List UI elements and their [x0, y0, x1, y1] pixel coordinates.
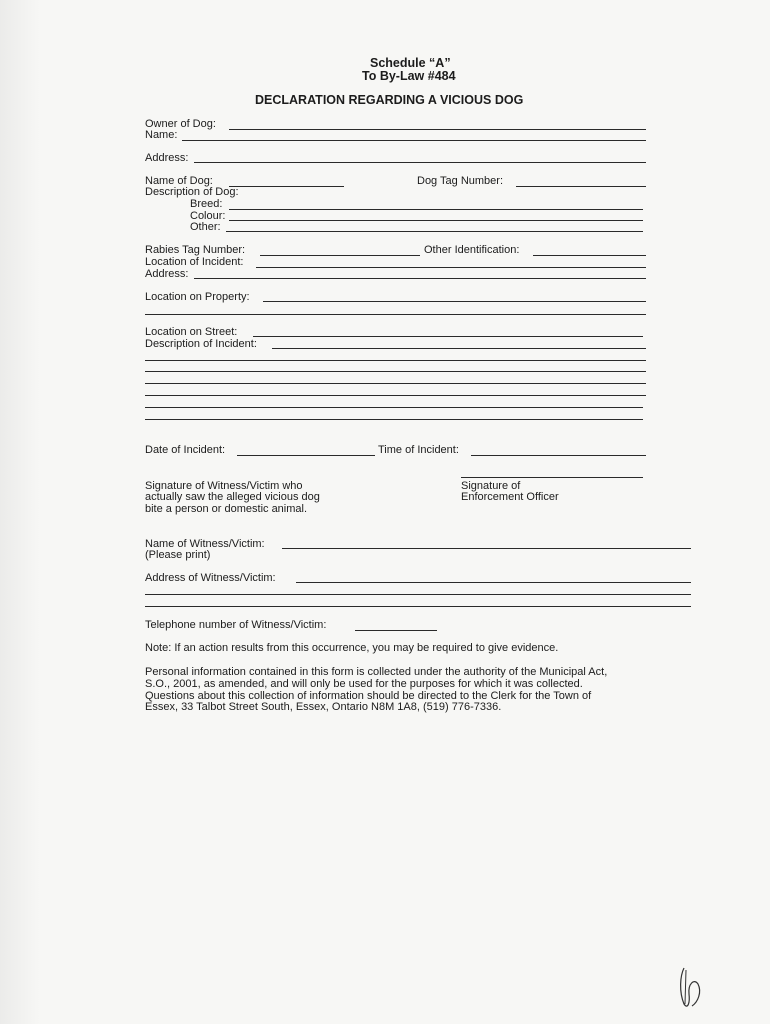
officer-signature-line[interactable] [461, 477, 643, 478]
bylaw-heading: To By-Law #484 [362, 69, 456, 83]
dog-tag-number-line[interactable] [516, 186, 646, 187]
witness-telephone-line[interactable] [355, 630, 437, 631]
witness-address-line-2[interactable] [145, 594, 691, 595]
description-of-incident-label: Description of Incident: [145, 338, 257, 350]
scan-shadow [0, 0, 40, 1024]
description-line-5[interactable] [145, 395, 646, 396]
privacy-notice-line-4: Essex, 33 Talbot Street South, Essex, Ontario N8M 1A8, (519) 776-7336. [145, 701, 502, 713]
name-of-dog-label: Name of Dog: [145, 175, 213, 187]
description-line-2[interactable] [145, 360, 646, 361]
other-identification-line[interactable] [533, 255, 646, 256]
please-print-label: (Please print) [145, 549, 211, 561]
witness-address-label: Address of Witness/Victim: [145, 572, 276, 584]
witness-address-line[interactable] [296, 582, 691, 583]
witness-telephone-label: Telephone number of Witness/Victim: [145, 619, 327, 631]
colour-line[interactable] [229, 220, 643, 221]
description-line-3[interactable] [145, 371, 646, 372]
witness-name-line[interactable] [282, 548, 691, 549]
name-label: Name: [145, 129, 178, 141]
description-line-6[interactable] [145, 407, 643, 408]
owner-of-dog-line[interactable] [229, 129, 646, 130]
owner-of-dog-label: Owner of Dog: [145, 118, 216, 130]
other-identification-label: Other Identification: [424, 244, 520, 256]
location-on-street-line[interactable] [253, 336, 643, 337]
dog-tag-number-label: Dog Tag Number: [417, 175, 504, 187]
schedule-heading: Schedule “A” [370, 56, 451, 70]
name-of-dog-line[interactable] [229, 186, 344, 187]
colour-label: Colour: [190, 210, 226, 222]
location-of-incident-line[interactable] [256, 267, 646, 268]
witness-name-label: Name of Witness/Victim: [145, 538, 265, 550]
location-on-street-label: Location on Street: [145, 326, 238, 338]
incident-address-label: Address: [145, 268, 189, 280]
witness-signature-label-2: actually saw the alleged vicious dog [145, 491, 320, 503]
privacy-notice-line-3: Questions about this collection of information should be directed to the Clerk for the Town of [145, 690, 592, 702]
breed-label: Breed: [190, 198, 223, 210]
location-on-property-line[interactable] [263, 301, 646, 302]
description-line-7[interactable] [145, 419, 643, 420]
date-of-incident-line[interactable] [237, 455, 375, 456]
officer-signature-label-2: Enforcement Officer [461, 491, 559, 503]
location-of-incident-label: Location of Incident: [145, 256, 244, 268]
address-label: Address: [145, 152, 189, 164]
location-on-property-label: Location on Property: [145, 291, 250, 303]
other-label: Other: [190, 221, 221, 233]
witness-signature-label-3: bite a person or domestic animal. [145, 503, 308, 515]
handwritten-initial-mark [676, 962, 706, 1012]
witness-address-line-3[interactable] [145, 606, 691, 607]
location-on-property-line-2[interactable] [145, 314, 646, 315]
rabies-tag-number-label: Rabies Tag Number: [145, 244, 246, 256]
form-title: DECLARATION REGARDING A VICIOUS DOG [255, 93, 524, 107]
description-of-dog-label: Description of Dog: [145, 186, 239, 198]
description-line-4[interactable] [145, 383, 646, 384]
description-of-incident-line[interactable] [272, 348, 646, 349]
incident-address-line[interactable] [194, 278, 646, 279]
name-line[interactable] [182, 140, 646, 141]
evidence-note: Note: If an action results from this occurrence, you may be required to give evidence. [145, 642, 559, 654]
address-line[interactable] [194, 162, 646, 163]
other-line[interactable] [226, 231, 643, 232]
breed-line[interactable] [229, 209, 643, 210]
time-of-incident-label: Time of Incident: [378, 444, 459, 456]
rabies-tag-number-line[interactable] [260, 255, 420, 256]
time-of-incident-line[interactable] [471, 455, 646, 456]
privacy-notice-line-1: Personal information contained in this form is collected under the authority of the Municipal Act, [145, 666, 608, 678]
witness-signature-label-1: Signature of Witness/Victim who [145, 480, 303, 492]
privacy-notice-line-2: S.O., 2001, as amended, and will only be used for the purposes for which it was collected. [145, 678, 583, 690]
officer-signature-label-1: Signature of [461, 480, 521, 492]
date-of-incident-label: Date of Incident: [145, 444, 226, 456]
